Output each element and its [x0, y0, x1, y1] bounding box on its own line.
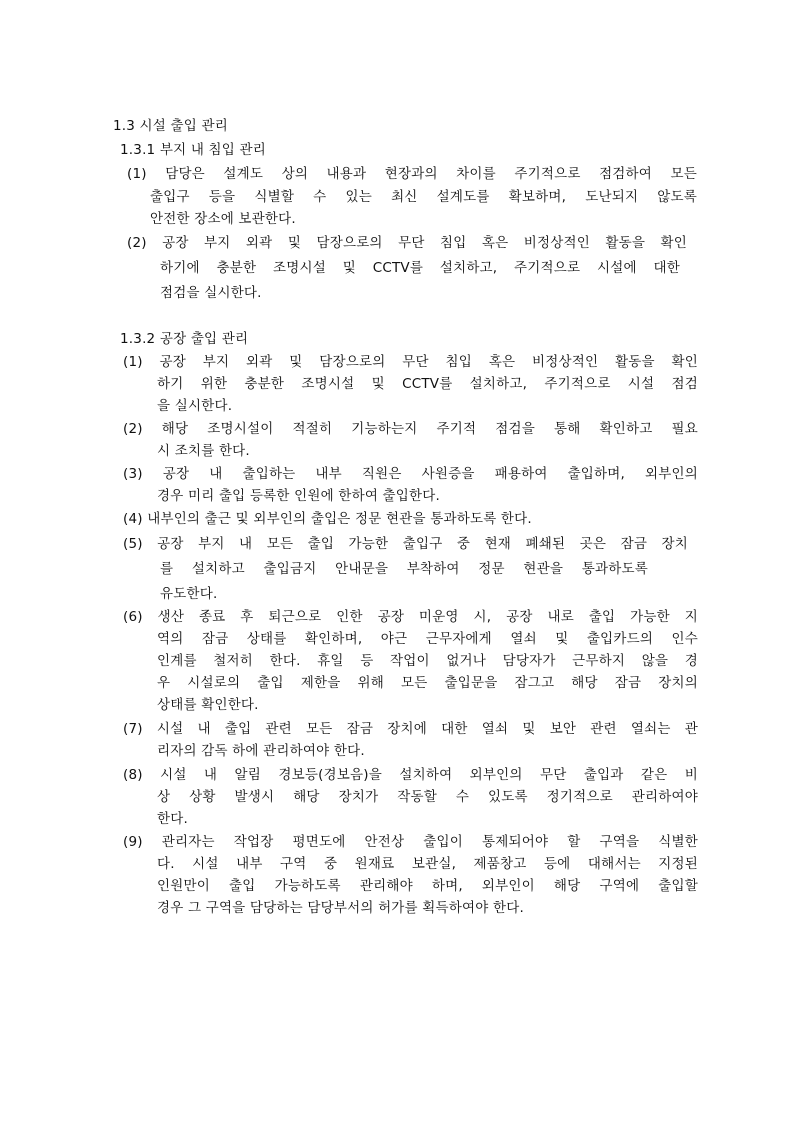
list-item-line: (4) 내부인의 출근 및 외부인의 출입은 정문 현관을 통과하도록 한다. [123, 511, 532, 527]
list-item-line: (3) 공장 내 출입하는 내부 직원은 사원증을 패용하여 출입하며, 외부인의 [123, 466, 698, 482]
section-heading: 1.3 시설 출입 관리 [113, 118, 228, 134]
list-item-line: 하기에 충분한 조명시설 및 CCTV를 설치하고, 주기적으로 시설에 대한 [160, 260, 680, 276]
list-item-line: 점검을 실시한다. [160, 285, 262, 301]
list-item-line: 을 실시한다. [157, 398, 233, 414]
list-item-line: (6) 생산 종료 후 퇴근으로 인한 공장 미운영 시, 공장 내로 출입 가능한 지 [123, 609, 698, 625]
list-item-line: (9) 관리자는 작업장 평면도에 안전상 출입이 통제되어야 할 구역을 식별한 [123, 834, 698, 850]
list-item-line: (2) 해당 조명시설이 적절히 기능하는지 주기적 점검을 통해 확인하고 필요 [123, 421, 698, 437]
list-item-line: 유도한다. [160, 586, 218, 602]
list-item-line: 인원만이 출입 가능하도록 관리해야 하며, 외부인이 해당 구역에 출입할 [157, 878, 698, 894]
list-item-line: 우 시설로의 출입 제한을 위해 모든 출입문을 잠그고 해당 잠금 장치의 [157, 675, 698, 691]
list-item-line: 인계를 철저히 한다. 휴일 등 작업이 없거나 담당자가 근무하지 않을 경 [157, 653, 698, 669]
list-item-line: (1) 공장 부지 외곽 및 담장으로의 무단 침입 혹은 비정상적인 활동을 확인 [123, 354, 698, 370]
list-item-line: (2) 공장 부지 외곽 및 담장으로의 무단 침입 혹은 비정상적인 활동을 확인 [127, 235, 687, 251]
list-item-line: (7) 시설 내 출입 관련 모든 잠금 장치에 대한 열쇠 및 보안 관련 열쇠는 관 [123, 721, 698, 737]
list-item-line: 리자의 감독 하에 관리하여야 한다. [157, 743, 365, 759]
list-item-line: 시 조치를 한다. [157, 443, 250, 459]
list-item-line: 를 설치하고 출입금지 안내문을 부착하여 정문 현관을 통과하도록 [160, 561, 648, 577]
list-item-line: 한다. [157, 811, 188, 827]
list-item-line: 출입구 등을 식별할 수 있는 최신 설계도를 확보하며, 도난되지 않도록 [150, 189, 697, 205]
subsection-heading: 1.3.2 공장 출입 관리 [120, 331, 249, 347]
list-item-line: 안전한 장소에 보관한다. [150, 211, 296, 227]
list-item-line: (5) 공장 부지 내 모든 출입 가능한 출입구 중 현재 폐쇄된 곳은 잠금 장치 [123, 536, 688, 552]
list-item-line: 역의 잠금 상태를 확인하며, 야근 근무자에게 열쇠 및 출입카드의 인수 [157, 631, 698, 647]
list-item-line: 경우 미리 출입 등록한 인원에 한하여 출입한다. [157, 488, 441, 504]
subsection-heading: 1.3.1 부지 내 침입 관리 [120, 142, 267, 158]
list-item-line: 경우 그 구역을 담당하는 담당부서의 허가를 획득하여야 한다. [157, 900, 524, 916]
list-item-line: 상태를 확인한다. [157, 697, 259, 713]
list-item-line: 다. 시설 내부 구역 중 원재료 보관실, 제품창고 등에 대해서는 지정된 [157, 856, 698, 872]
list-item-line: 상 상황 발생시 해당 장치가 작동할 수 있도록 정기적으로 관리하여야 [157, 789, 698, 805]
list-item-line: (1) 담당은 설계도 상의 내용과 현장과의 차이를 주기적으로 점검하여 모든 [127, 166, 697, 182]
list-item-line: 하기 위한 충분한 조명시설 및 CCTV를 설치하고, 주기적으로 시설 점검 [157, 376, 698, 392]
list-item-line: (8) 시설 내 알림 경보등(경보음)을 설치하여 외부인의 무단 출입과 같은 비 [123, 767, 698, 783]
